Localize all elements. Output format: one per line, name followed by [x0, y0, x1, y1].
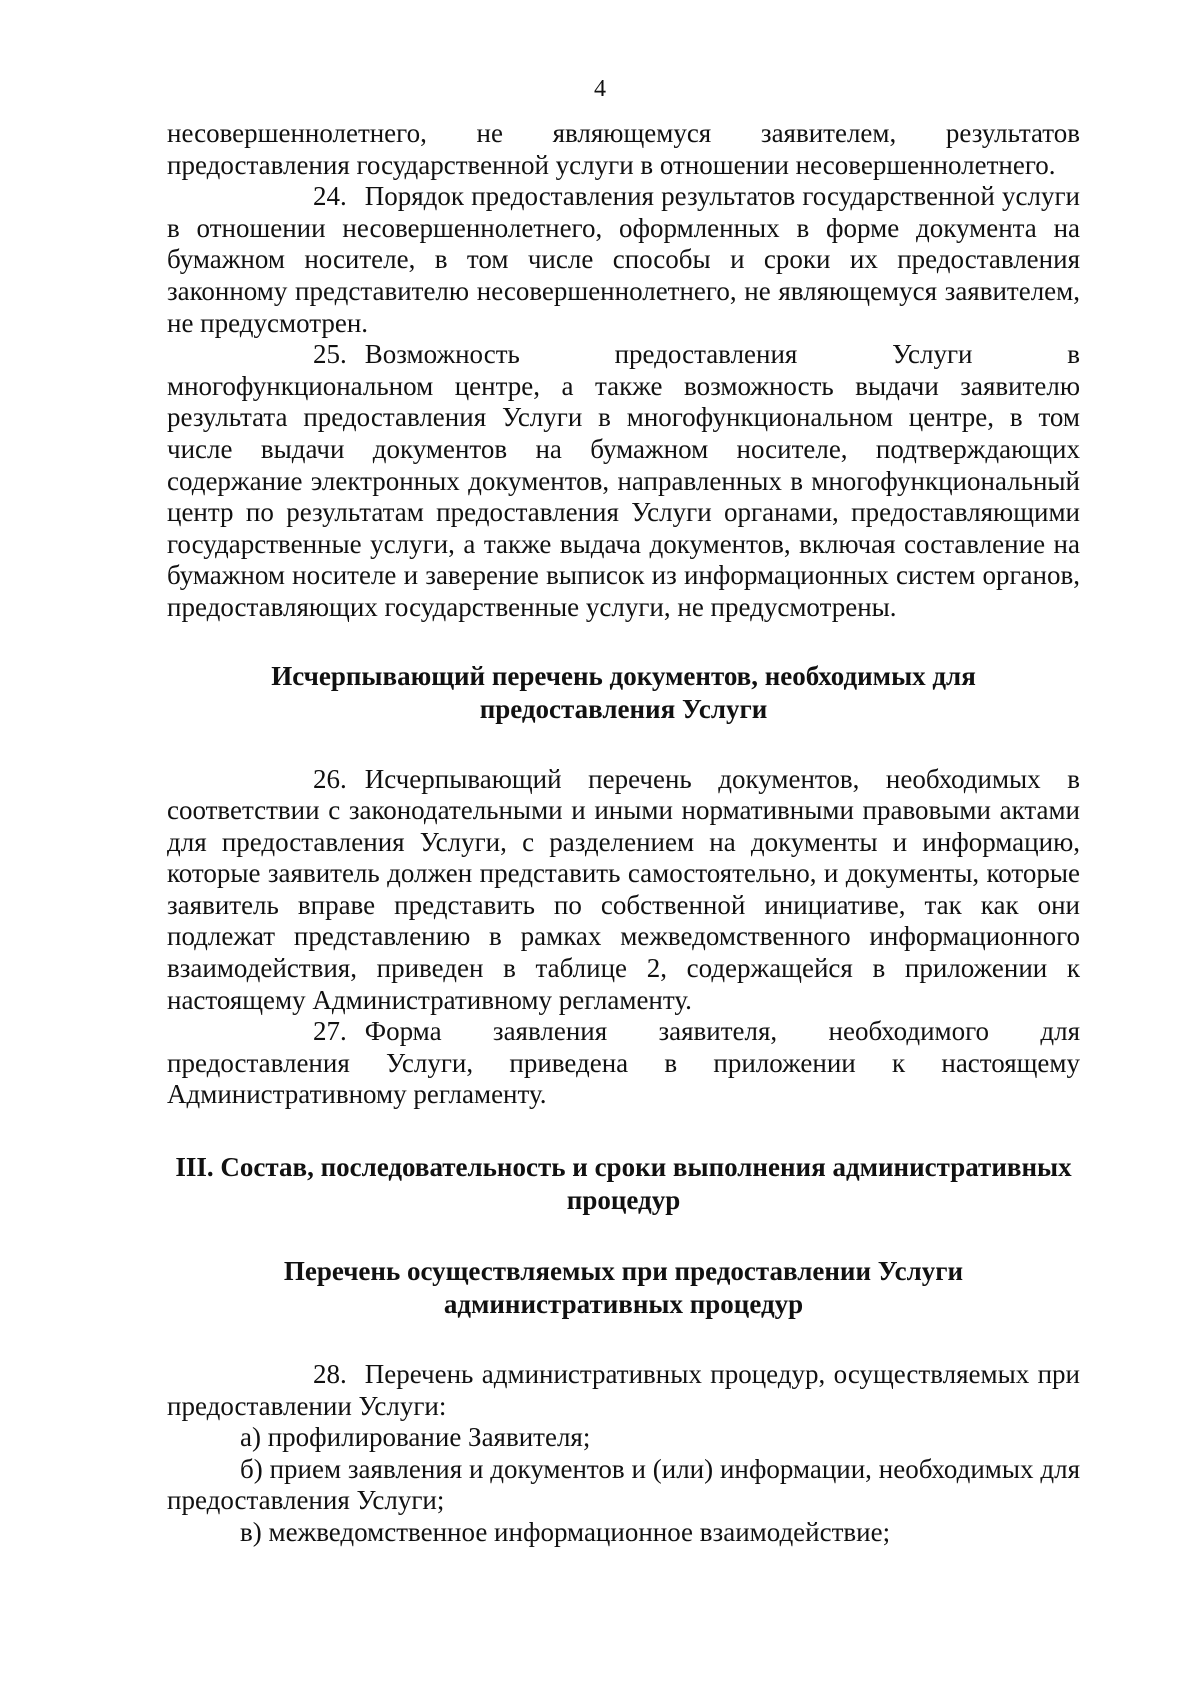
paragraph-text: Перечень административных процедур, осуществляемых при предоставлении Услуги:: [167, 1359, 1080, 1421]
paragraph-number: 26.: [313, 763, 347, 794]
list-item-a: а) профилирование Заявителя;: [240, 1422, 591, 1453]
paragraph-28: [167, 1359, 1080, 1422]
paragraph-number: 25.: [313, 339, 347, 370]
paragraph-continuation: несовершеннолетнего, не являющемуся заявителем, результатов предоставления государственной услуги в отношении несовершеннолетнего.: [167, 118, 1080, 180]
section-heading-iii: III. Состав, последовательность и сроки выполнения административных процедур: [175, 1152, 1072, 1216]
paragraph-25: [167, 339, 1080, 623]
paragraph-text: Форма заявления заявителя, необходимого для предоставления Услуги, приведена в приложении к настоящему Административному регламенту.: [167, 1016, 1080, 1110]
list-item-b: б) прием заявления и документов и (или) информации, необходимых для предоставления Услуги;: [167, 1453, 1080, 1516]
heading-procedures-list: Перечень осуществляемых при предоставлении Услуги административных процедур: [283, 1256, 964, 1320]
list-item-v: в) межведомственное информационное взаимодействие;: [240, 1517, 891, 1547]
paragraph-27: [167, 1016, 1080, 1111]
paragraph-number: 24.: [313, 181, 347, 212]
page-number: 4: [594, 76, 606, 102]
paragraph-text: Возможность предоставления Услуги в многофункциональном центре, а также возможность выдачи заявителю результата предоставления Услуги в многофункциональном центре, в том числе выдачи документов на бумажном носителе, подтверждающих содержание электронных документов, направленных в многофункциональный центр по результатам предоставления Услуги органами, предоставляющими государственные услуги, а также выдача документов, включая составление на бумажном носителе и заверение выписок из информационных систем органов, предоставляющих государственные услуги, не предусмотрены.: [167, 339, 1080, 622]
paragraph-number: 28.: [313, 1359, 347, 1390]
paragraph-text: Исчерпывающий перечень документов, необходимых в соответствии с законодательными и иными нормативными правовыми актами для предоставления Услуги, с разделением на документы и информацию, которые заявитель должен представить самостоятельно, и документы, которые заявитель вправе представить по собственной инициативе, так как они подлежат представлению в рамках межведомственного информационного взаимодействия, приведен в таблице 2, содержащейся в приложении к настоящему Административному регламенту.: [167, 763, 1080, 1015]
paragraph-number: 27.: [313, 1016, 347, 1047]
paragraph-text: Порядок предоставления результатов государственной услуги в отношении несовершеннолетнего, оформленных в форме документа на бумажном носителе, в том числе способы и сроки их предоставления законному представителю несовершеннолетнего, не являющемуся заявителем, не предусмотрен.: [167, 181, 1080, 338]
paragraph-24: [167, 181, 1080, 339]
document-body: [167, 118, 1080, 1549]
heading-documents-list: Исчерпывающий перечень документов, необходимых для предоставления Услуги: [271, 660, 976, 724]
paragraph-26: [167, 764, 1080, 1017]
